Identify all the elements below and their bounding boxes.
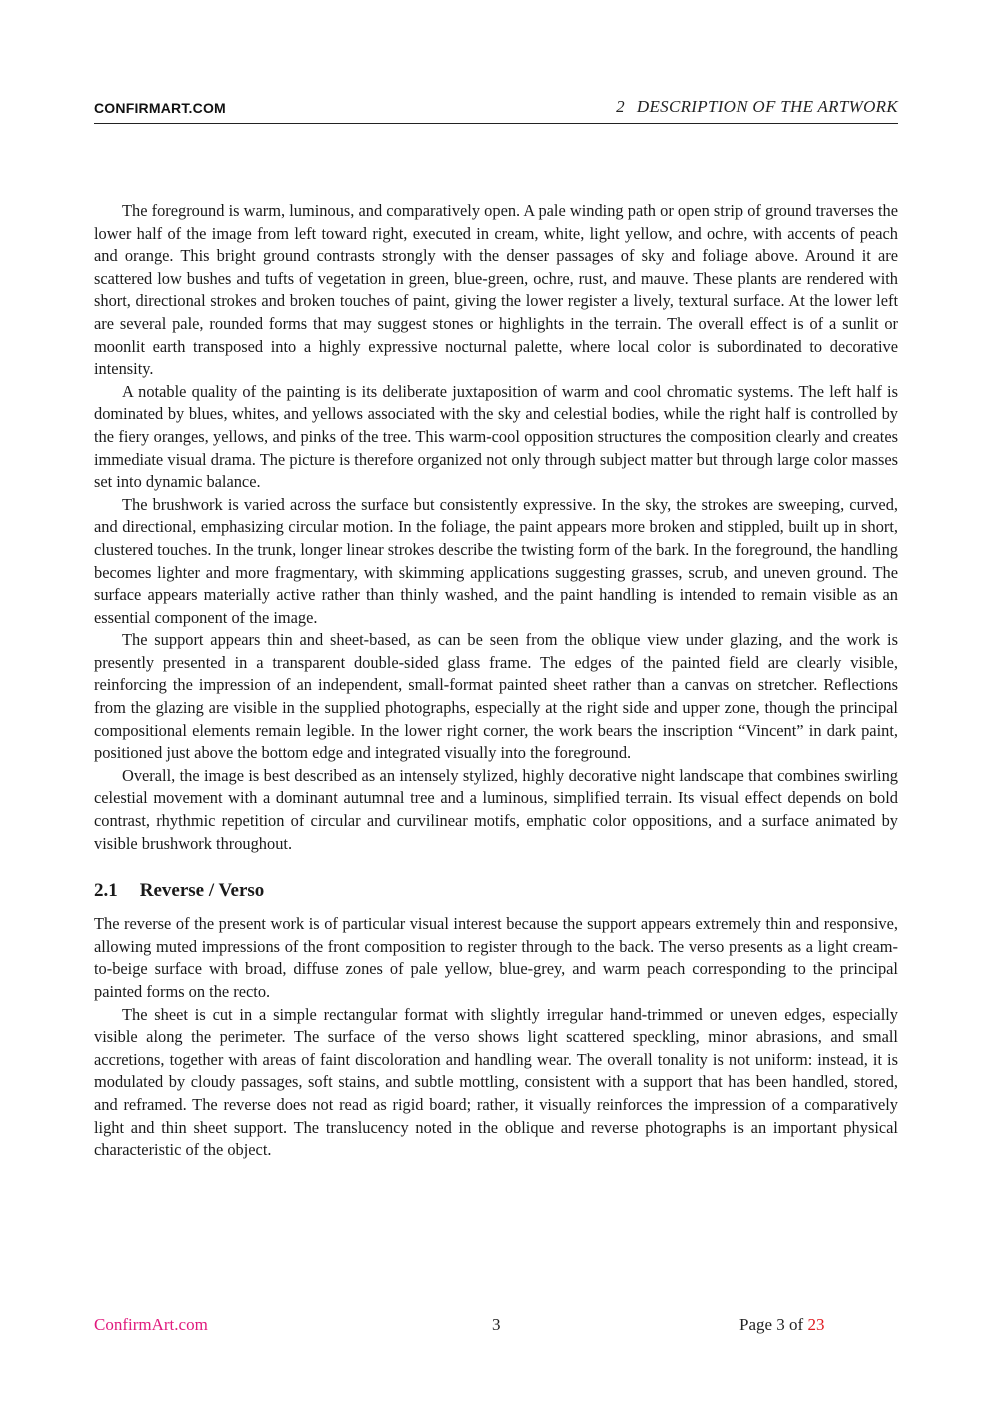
site-link[interactable]: ConfirmArt.com [94, 1315, 208, 1334]
section-title-text: DESCRIPTION OF THE ARTWORK [636, 97, 898, 116]
subsection-paragraph: The sheet is cut in a simple rectangular format with slightly irregular hand-trimmed or uneven edges, especially visible along the perimeter. The surface of the verso shows light scattered speckling, minor abrasions, and small accretions, together with areas of faint discoloration and handling wear. The overall tonality is not uniform: instead, it is modulated by cloudy passages, soft stains, and subtle mottling, consistent with a support that has been handled, stored, and reframed. The reverse does not read as rigid board; rather, it visually reinforces the impression of a comparatively light and thin sheet support. The translucency noted in the oblique and reverse photographs is an important physical characteristic of the object. [94, 1004, 898, 1160]
subsection-paragraph: The reverse of the present work is of particular visual interest because the support appears extremely thin and responsive, allowing muted impressions of the front composition to register through to the back. The verso presents as a light cream-to-beige surface with broad, diffuse zones of pale yellow, blue-grey, and warm peach corresponding to the principal painted forms on the recto. [94, 914, 898, 1001]
section-number: 2 [616, 97, 625, 116]
page-header [94, 97, 898, 124]
subsection-number: 2.1 [94, 880, 118, 902]
page-number: 3 [492, 1315, 501, 1334]
main-content [94, 200, 898, 1162]
body-paragraph: The brushwork is varied across the surface but consistently expressive. In the sky, the strokes are sweeping, curved, and directional, emphasizing circular motion. In the foliage, the paint appears more broken and stippled, built up in short, clustered touches. In the trunk, longer linear strokes describe the twisting form of the bark. In the foreground, the handling becomes lighter and more fragmentary, with skimming applications suggesting grasses, scrub, and uneven ground. The surface appears materially active rather than thinly washed, and the paint handling is intended to remain visible as an essential component of the image. [94, 494, 898, 627]
page-label: Page 3 of [739, 1315, 804, 1334]
body-paragraph: A notable quality of the painting is its deliberate juxtaposition of warm and cool chromatic systems. The left half is dominated by blues, whites, and yellows associated with the sky and celestial bodies, while the right half is controlled by the fiery oranges, yellows, and pinks of the tree. This warm-cool opposition structures the composition clearly and creates immediate visual drama. The picture is therefore organized not only through subject matter but through large color masses set into dynamic balance. [94, 381, 898, 492]
subsection-heading [94, 879, 898, 903]
subsection-title: Reverse / Verso [139, 880, 265, 902]
body-paragraph: Overall, the image is best described as an intensely stylized, highly decorative night landscape that combines swirling celestial movement with a dominant autumnal tree and a luminous, simplified terrain. Its visual effect depends on bold contrast, rhythmic repetition of circular and curvilinear motifs, emphatic color oppositions, and a surface animated by visible brushwork throughout. [94, 765, 898, 853]
page-indicator [739, 1315, 824, 1335]
body-paragraph: The support appears thin and sheet-based, as can be seen from the oblique view under glazing, and the work is presently presented in a transparent double-sided glass frame. The edges of the painted field are clearly visible, reinforcing the impression of an independent, small-format painted sheet rather than a canvas on stretcher. Reflections from the glazing are visible in the supplied photographs, especially at the right side and upper zone, though the principal compositional elements remain legible. In the lower right corner, the work bears the inscription “Vincent” in dark paint, positioned just above the bottom edge and integrated visually into the foreground. [94, 630, 898, 763]
running-section-title [616, 97, 898, 117]
total-pages-link[interactable]: 23 [807, 1315, 825, 1334]
confirmart-logo: CONFIRMART.COM [94, 100, 226, 116]
body-paragraph: The foreground is warm, luminous, and comparatively open. A pale winding path or open strip of ground traverses the lower half of the image from left toward right, executed in cream, white, light yellow, and ochre, with accents of peach and orange. This bright ground contrasts strongly with the denser passages of sky and foliage above. Around it are scattered low bushes and tufts of vegetation in green, blue-green, ochre, rust, and mauve. These plants are rendered with short, directional strokes and broken touches of paint, giving the lower register a lively, textural surface. At the lower left are several pale, rounded forms that may suggest stones or highlights in the terrain. The overall effect is of a sunlit or moonlit earth transposed into a highly expressive nocturnal palette, where local color is subordinated to decorative intensity. [94, 201, 898, 379]
